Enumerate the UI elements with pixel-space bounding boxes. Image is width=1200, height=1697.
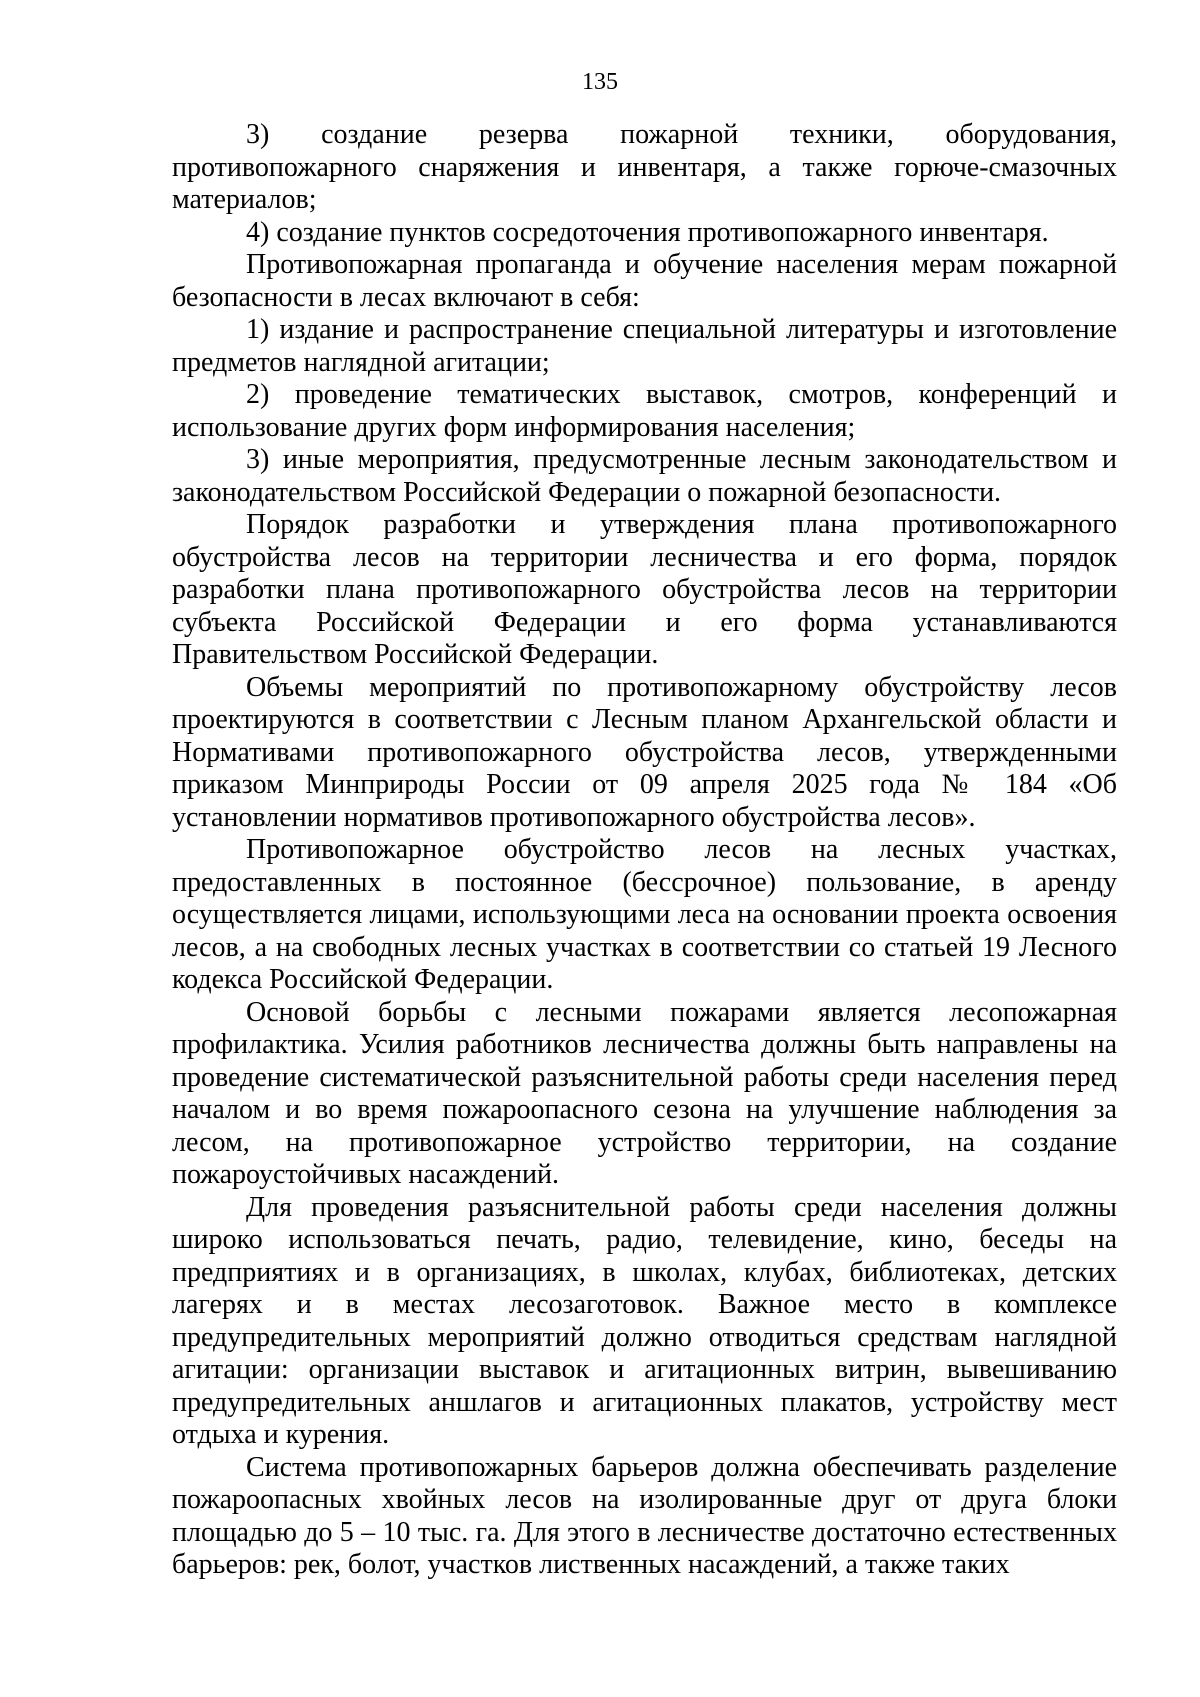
paragraph-reserve-equipment: 3) создание резерва пожарной техники, оборудования, противопожарного снаряжения и инвентаря, а также горюче-смазочных материалов; [172, 119, 1117, 215]
document-body [172, 119, 1117, 1582]
paragraph-barrier-system: Система противопожарных барьеров должна обеспечивать разделение пожароопасных хвойных лесов на изолированные друг от друга блоки площадью до 5 – 10 тыс. га. Для этого в лесничестве достаточно естественных барьеров: рек, болот, участков лиственных насаждений, а также таких [172, 1451, 1117, 1580]
page-number: 135 [582, 69, 618, 95]
paragraph-other-measures: 3) иные мероприятия, предусмотренные лесным законодательством и законодательством Российской Федерации о пожарной безопасности. [172, 444, 1117, 508]
paragraph-concentration-points: 4) создание пунктов сосредоточения противопожарного инвентаря. [246, 216, 1049, 248]
paragraph-volumes: Объемы мероприятий по противопожарному обустройству лесов проектируются в соответствии с Лесным планом Архангельской области и Нормативами противопожарного обустройства лесов, утвержденными приказом Минприроды России от 09 апреля 2025 года № 184 «Об установлении нормативов противопожарного обустройства лесов». [172, 671, 1117, 833]
paragraph-outreach: Для проведения разъяснительной работы среди населения должны широко использоваться печать, радио, телевидение, кино, беседы на предприятиях и в организациях, в школах, клубах, библиотеках, детских лагерях и в местах лесозаготовок. Важное место в комплексе предупредительных мероприятий должно отводиться средствам наглядной агитации: организации выставок и агитационных витрин, вывешиванию предупредительных аншлагов и агитационных плакатов, устройству мест отдыха и курения. [172, 1191, 1117, 1450]
paragraph-plan-procedure: Порядок разработки и утверждения плана противопожарного обустройства лесов на территории лесничества и его форма, порядок разработки плана противопожарного обустройства лесов на территории субъекта Российской Федерации и его форма устанавливаются Правительством Российской Федерации. [172, 509, 1117, 670]
paragraph-literature: 1) издание и распространение специальной литературы и изготовление предметов наглядной агитации; [172, 314, 1117, 378]
paragraph-propaganda-intro: Противопожарная пропаганда и обучение населения мерам пожарной безопасности в лесах включают в себя: [172, 249, 1117, 313]
paragraph-exhibitions: 2) проведение тематических выставок, смотров, конференций и использование других форм информирования населения; [172, 379, 1117, 443]
paragraph-lease-arrangement: Противопожарное обустройство лесов на лесных участках, предоставленных в постоянное (бессрочное) пользование, в аренду осуществляется лицами, использующими леса на основании проекта освоения лесов, а на свободных лесных участках в соответствии со статьей 19 Лесного кодекса Российской Федерации. [172, 834, 1117, 995]
paragraph-prevention-basis: Основой борьбы с лесными пожарами является лесопожарная профилактика. Усилия работников лесничества должны быть направлены на проведение систематической разъяснительной работы среди населения перед началом и во время пожароопасного сезона на улучшение наблюдения за лесом, на противопожарное устройство территории, на создание пожароустойчивых насаждений. [172, 996, 1117, 1190]
